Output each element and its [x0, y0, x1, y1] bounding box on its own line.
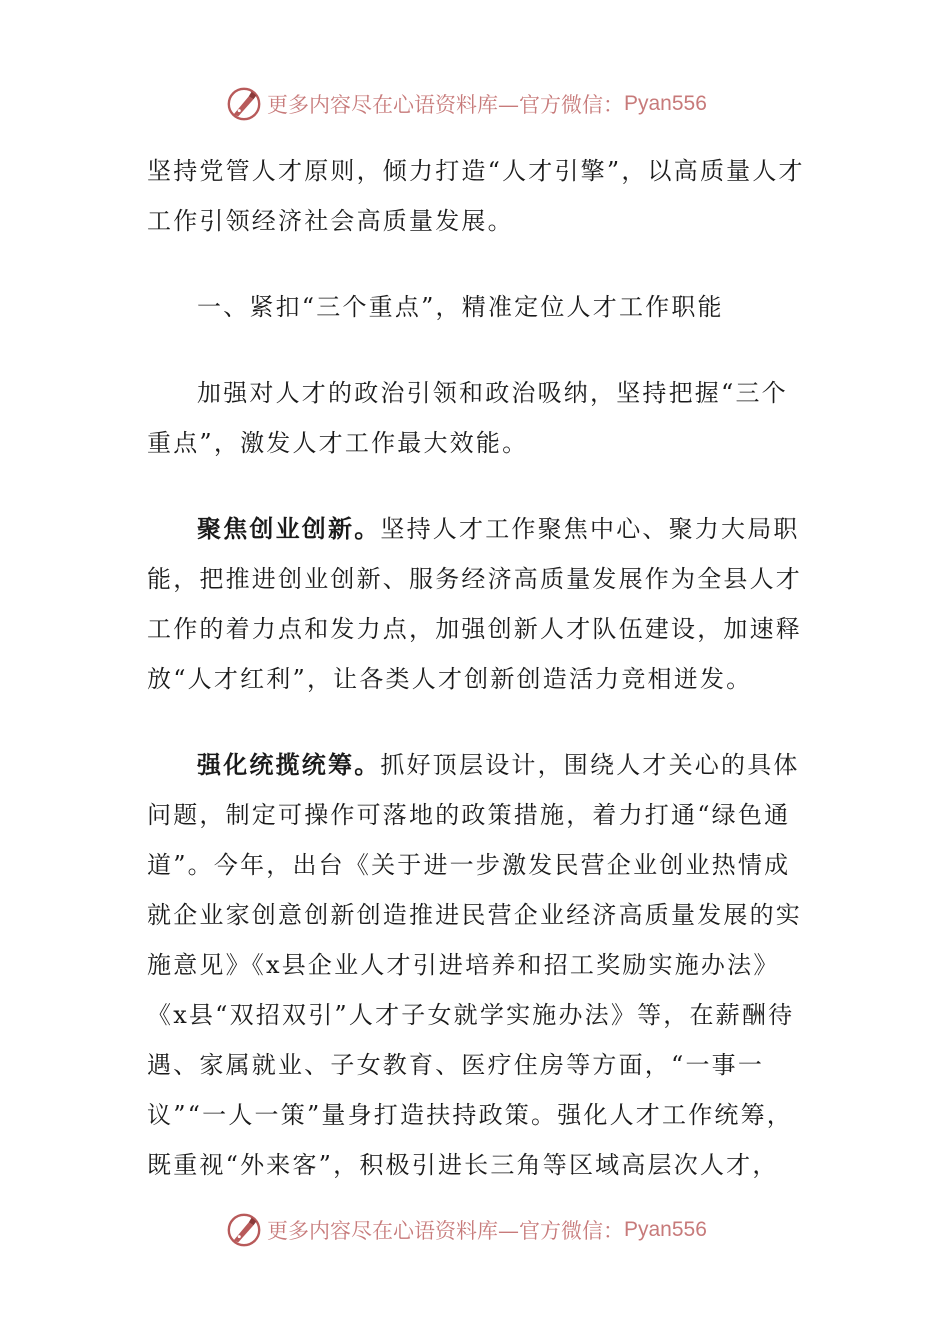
watermark-wechat-id: Pyan556	[624, 92, 707, 115]
pen-nib-logo-icon	[225, 1211, 263, 1249]
paragraph	[147, 740, 807, 1190]
paragraph: 加强对人才的政治引领和政治吸纳，坚持把握“三个重点”，激发人才工作最大效能。	[147, 379, 788, 457]
watermark-text: 更多内容尽在心语资料库—官方微信：	[267, 93, 624, 117]
watermark-text: 更多内容尽在心语资料库—官方微信：	[267, 1219, 624, 1243]
document-body	[147, 146, 807, 1190]
paragraph-lead: 强化统揽统筹。	[197, 751, 381, 779]
paragraph	[147, 504, 807, 704]
paragraph-body: 坚持人才工作聚焦中心、聚力大局职能，把推进创业创新、服务经济高质量发展作为全县人才工作的着力点和发力点，加强创新人才队伍建设，加速释放“人才红利”，让各类人才创新创造活力竞相迸发。	[147, 515, 802, 693]
watermark-banner-top	[225, 84, 707, 124]
pen-nib-logo-icon	[225, 85, 263, 123]
paragraph: 坚持党管人才原则，倾力打造“人才引擎”，以高质量人才工作引领经济社会高质量发展。	[147, 157, 805, 235]
paragraph-body: 抓好顶层设计，围绕人才关心的具体问题，制定可操作可落地的政策措施，着力打通“绿色通道”。今年，出台《关于进一步激发民营企业创业热情成就企业家创意创新创造推进民营企业经济高质量发展的实施意见》《x县企业人才引进培养和招工奖励实施办法》《x县“双招双引”人才子女就学实施办法》等，在薪酬待遇、家属就业、子女教育、医疗住房等方面，“一事一议”“一人一策”量身打造扶持政策。强化人才工作统筹，既重视“外来客”，积极引进长三角等区域高层次人才，	[147, 751, 802, 1179]
watermark-banner-bottom	[225, 1210, 707, 1250]
watermark-wechat-id: Pyan556	[624, 1218, 707, 1241]
section-heading: 一、紧扣“三个重点”，精准定位人才工作职能	[197, 293, 724, 321]
paragraph-lead: 聚焦创业创新。	[197, 515, 381, 543]
